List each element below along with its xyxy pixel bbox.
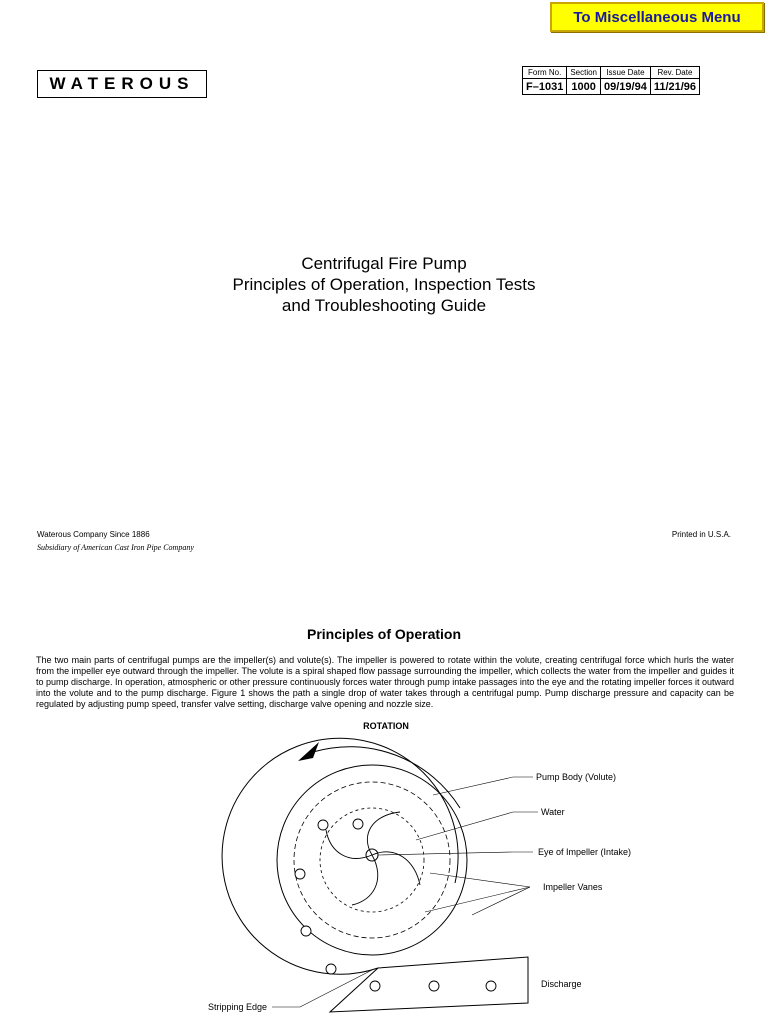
volute-outer [222,738,458,974]
discharge-label: Discharge [541,979,582,989]
rotation-label: ROTATION [363,721,409,731]
stripping-edge-label: Stripping Edge [208,1002,268,1012]
issue-date-header: Issue Date [601,67,651,79]
rev-date-value: 11/21/96 [650,79,699,95]
miscellaneous-menu-button[interactable]: To Miscellaneous Menu [550,2,764,32]
impeller-vanes-label: Impeller Vanes [543,882,603,892]
form-no-value: F–1031 [523,79,567,95]
waterous-logo: WATEROUS [37,70,207,98]
leader-lines [272,777,538,1007]
document-title [0,253,768,316]
company-line: Waterous Company Since 1886 [37,530,150,539]
subsidiary-line: Subsidiary of American Cast Iron Pipe Company [37,543,194,552]
pump-diagram [0,700,768,1024]
section-paragraph: The two main parts of centrifugal pumps are the impeller(s) and volute(s). The impeller is powered to rotate within the volute, creating centrifugal force which hurls the water from the impeller eye outward through the impeller. The volute is a spiral shaped flow passage surrounding the impeller, which collects the water from the impeller and guides it to pump discharge. In operation, atmospheric or other pressure continuously forces water through pump intake passages into the eye and the rotating impeller forces it outward into the volute and to the pump discharge. Figure 1 shows the path a single drop of water takes through a centrifugal pump. Pump discharge pressure and capacity can be regulated by adjusting pump speed, transfer valve setting, discharge valve opening and nozzle size. [36,655,734,709]
title-line-1: Centrifugal Fire Pump [301,254,467,273]
eye-of-impeller-label: Eye of Impeller (Intake) [538,847,632,857]
title-line-3: and Troubleshooting Guide [281,296,487,315]
rev-date-header: Rev. Date [650,67,699,79]
form-no-header: Form No. [523,67,567,79]
rotation-arrow [313,747,460,808]
water-label: Water [541,807,565,817]
printed-in-line: Printed in U.S.A. [671,530,731,539]
section-header: Section [567,67,601,79]
section-heading: Principles of Operation [306,626,462,642]
section-value: 1000 [567,79,601,95]
form-info-table [522,66,700,95]
issue-date-value: 09/19/94 [601,79,651,95]
title-line-2: Principles of Operation, Inspection Tests [232,275,536,294]
pump-body-label: Pump Body (Volute) [536,772,617,782]
